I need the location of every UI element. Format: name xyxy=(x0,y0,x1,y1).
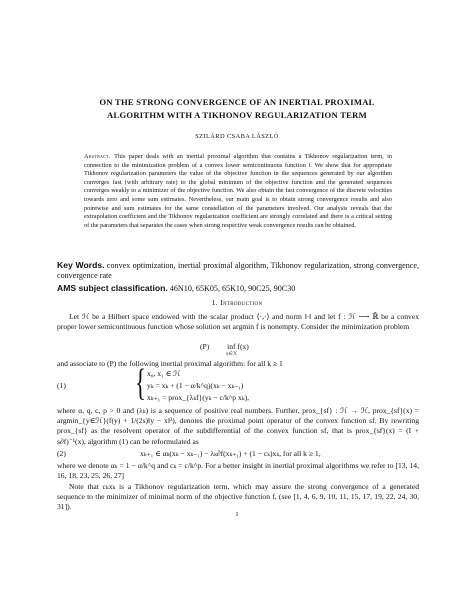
equation-1-brace: { xyxy=(135,362,146,404)
abstract xyxy=(84,153,392,230)
intro-paragraph-5: Note that cₖxₖ is a Tikhonov regularization term, which may assure the strong convergence of a generated sequence to the minimizer of minimal norm of the objective function f, (see [1, 4, 6, 9, 10, 11, 15, 17, 19, 22, 24, 30, 31]). xyxy=(57,482,419,512)
equation-1-line-1: x₀, x₁ ∈ ℋ xyxy=(147,369,181,378)
keywords xyxy=(57,260,419,281)
equation-1-line-2: yₖ = xₖ + (1 − α/k^q)(xₖ − xₖ₋₁) xyxy=(147,381,244,390)
title-line-2: ALGORITHM WITH A TIKHONOV REGULARIZATION TERM xyxy=(107,109,367,120)
section-title: 1. Introduction xyxy=(211,298,263,307)
equation-2-number: (2) xyxy=(57,449,66,458)
equation-2-expression: xₖ₊₁ ∈ αₖ(xₖ − xₖ₋₁) − λₖ∂f(xₖ₊₁) + (1 − cₖ)xₖ, for all k ≥ 1, xyxy=(140,449,321,458)
keywords-heading: Key Words. xyxy=(57,260,105,270)
equation-1-number: (1) xyxy=(57,381,66,390)
keywords-text: convex optimization, inertial proximal algorithm, Tikhonov regularization, strong convergence, convergence rate xyxy=(57,261,419,280)
ams-classification xyxy=(57,283,419,294)
equation-1-line-3: xₖ₊₁ = prox_{λₖf}(yₖ − c/k^p xₖ), xyxy=(147,393,249,402)
abstract-heading: Abstract. xyxy=(84,153,111,160)
intro-paragraph-2: and associate to (P) the following inertial proximal algorithm: for all k ≥ 1 xyxy=(57,359,283,368)
intro-paragraph-3: where α, q, c, p > 0 and (λₖ) is a sequence of positive real numbers. Further, prox_{sf} : ℋ → ℋ, prox_{sf}(x) = argmin_{y∈ℋ}(f(y) + 1/(2s)‖y − x‖²), denotes the proximal point operator of the convex function sf. By rewriting prox_{sf} as the resolvent operator of the subdifferential of the convex function sf, that is prox_{sf}(x) = (I + s∂f)⁻¹(x), algorithm (1) can be reformulated as xyxy=(57,406,419,446)
paper-title xyxy=(40,96,434,121)
page-number: 1 xyxy=(235,511,239,518)
problem-subscript: x∈ℋ xyxy=(226,351,238,357)
problem-label: (P) xyxy=(200,342,210,351)
ams-text: 46N10, 65K05, 65K10, 90C25, 90C30 xyxy=(169,284,296,293)
problem-expression: inf f(x) xyxy=(227,342,249,351)
title-line-1: ON THE STRONG CONVERGENCE OF AN INERTIAL PROXIMAL xyxy=(99,97,375,107)
abstract-text: This paper deals with an inertial proximal algorithm that contains a Tikhonov regularization term, in connection to the minimization problem of a convex lower semicontinuous function f. We show that for appropriate Tikhonov regularization parameters the value of the objective function in the sequences generated by our algorithm converges fast (with arbitrary rate) to the global minimum of the objective function and the generated sequences converges weakly to a minimizer of the objective function. We also obtain the fast convergence of the discrete velocities towards zero and some sum estimates. Nevertheless, our main goal is to obtain strong convergence results and also pointwise and sum estimates for the same constellation of the parameters involved. Our analysis reveals that the extrapolation coefficient and the Tikhonov regularization coefficient are strongly correlated and there is a critical setting of the parameters that separates the cases when strong respective weak convergence results can be obtained. xyxy=(84,153,392,229)
problem-display xyxy=(200,342,249,351)
intro-paragraph-1: Let ℋ be a Hilbert space endowed with the scalar product ⟨·,·⟩ and norm ‖·‖ and let f : ℋ ⟶ ℝ̄ be a convex proper lower semicontinuous function whose solution set argmin f is nonempty. Consider the minimization problem xyxy=(57,312,419,332)
author-name: SZILÁRD CSABA LÁSZLÓ xyxy=(195,133,279,140)
ams-heading: AMS subject classification. xyxy=(57,283,168,293)
intro-paragraph-4: where we denote αₖ = 1 − α/k^q and cₖ = c/k^p. For a better insight in inertial proximal algorithms we refer to [13, 14, 16, 18, 23, 25, 26, 27] xyxy=(57,461,419,481)
